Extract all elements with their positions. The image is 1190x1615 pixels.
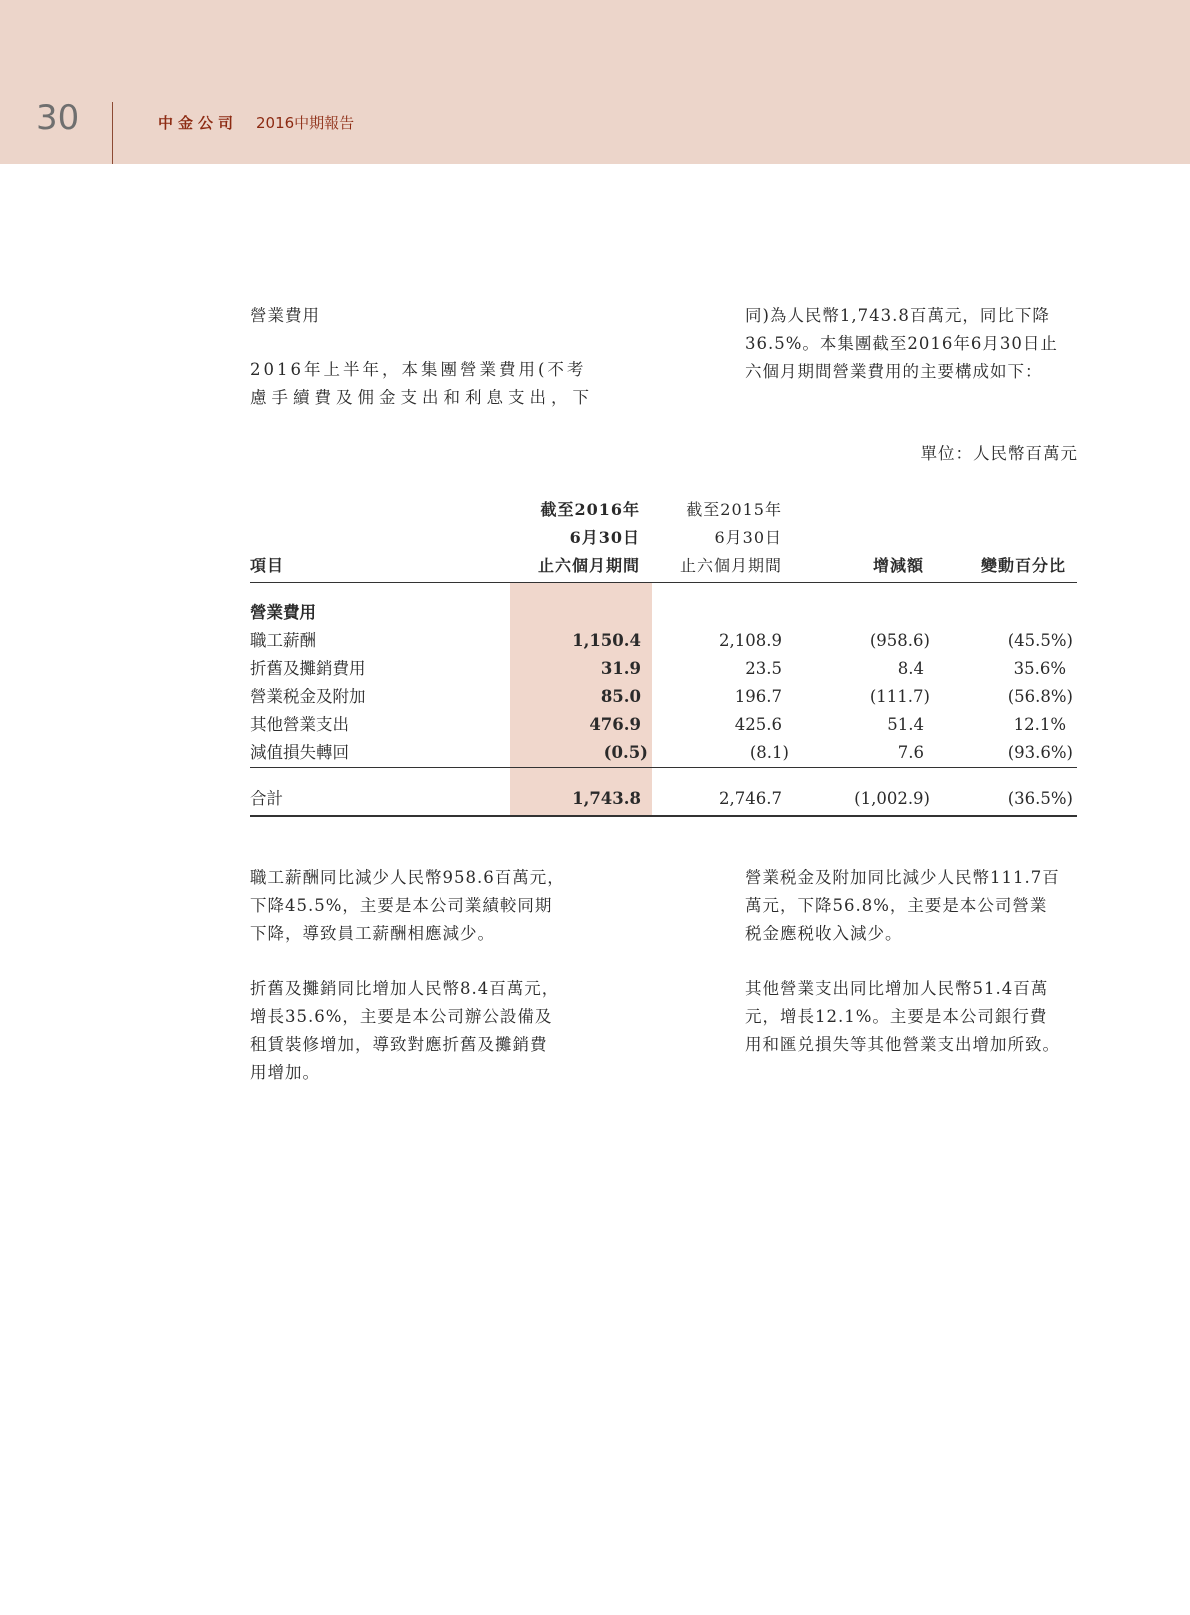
bottom-rule	[250, 815, 1077, 817]
row-item: 職工薪酬	[250, 631, 316, 650]
row-pct: (56.8%)	[1007, 687, 1073, 706]
section-title: 營業費用	[250, 306, 320, 325]
row-item: 其他營業支出	[250, 715, 349, 734]
row-value-2016: 85.0	[600, 687, 641, 706]
subtotal-rule	[250, 767, 1077, 768]
note-left-1-line-1: 職工薪酬同比減少人民幣958.6百萬元，	[250, 868, 565, 887]
row-item: 營業税金及附加	[250, 687, 366, 706]
row-change: (111.7)	[869, 687, 930, 706]
header-divider	[112, 102, 113, 164]
intro-right-line-2: 36.5%。本集團截至2016年6月30日止	[745, 334, 1058, 353]
row-change: 8.4	[897, 659, 924, 678]
row-item: 減值損失轉回	[250, 743, 349, 762]
total-pct: (36.5%)	[1007, 789, 1073, 808]
note-right-1-line-3: 税金應税收入減少。	[745, 924, 903, 943]
note-left-1-line-2: 下降45.5%，主要是本公司業績較同期	[250, 896, 553, 915]
row-pct: 35.6%	[1013, 659, 1066, 678]
row-value-2016: 1,150.4	[572, 631, 641, 650]
note-left-2-line-2: 增長35.6%，主要是本公司辦公設備及	[250, 1007, 553, 1026]
row-value-2016: (0.5)	[603, 743, 648, 762]
total-value-2016: 1,743.8	[572, 789, 641, 808]
note-right-1-line-1: 營業税金及附加同比減少人民幣111.7百	[745, 868, 1060, 887]
header-pct: 變動百分比	[980, 556, 1066, 575]
header-change: 增減額	[872, 556, 924, 575]
row-change: 7.6	[897, 743, 924, 762]
row-value-2016: 476.9	[589, 715, 641, 734]
note-left-2-line-1: 折舊及攤銷同比增加人民幣8.4百萬元，	[250, 979, 560, 998]
row-value-2015: (8.1)	[749, 743, 789, 762]
note-right-2-line-2: 元，增長12.1%。主要是本公司銀行費	[745, 1007, 1048, 1026]
intro-right-line-3: 六個月期間營業費用的主要構成如下：	[745, 362, 1043, 381]
row-value-2015: 196.7	[734, 687, 782, 706]
header-item: 項目	[250, 556, 285, 575]
note-right-2-line-3: 用和匯兑損失等其他營業支出增加所致。	[745, 1035, 1060, 1054]
note-right-1-line-2: 萬元，下降56.8%，主要是本公司營業	[745, 896, 1048, 915]
row-pct: (45.5%)	[1007, 631, 1073, 650]
note-left-2-line-3: 租賃裝修增加，導致對應折舊及攤銷費	[250, 1035, 548, 1054]
header-band	[0, 0, 1190, 164]
unit-label: 單位：人民幣百萬元	[920, 444, 1078, 463]
note-right-2-line-1: 其他營業支出同比增加人民幣51.4百萬	[745, 979, 1049, 998]
row-item: 折舊及攤銷費用	[250, 659, 366, 678]
header-2016-line-2: 6月30日	[569, 528, 640, 547]
row-value-2016: 31.9	[600, 659, 641, 678]
brand-name: 中金公司	[158, 114, 239, 132]
header-2015-line-2: 6月30日	[714, 528, 782, 547]
intro-left-line-2: 慮手續費及佣金支出和利息支出，下	[250, 388, 594, 407]
group-label: 營業費用	[250, 603, 316, 622]
total-item: 合計	[250, 789, 283, 808]
intro-left-line-1: 2016年上半年，本集團營業費用(不考	[250, 360, 587, 379]
header-rule	[250, 582, 1077, 583]
total-change: (1,002.9)	[854, 789, 930, 808]
row-change: (958.6)	[869, 631, 930, 650]
note-left-1-line-3: 下降，導致員工薪酬相應減少。	[250, 924, 495, 943]
row-value-2015: 23.5	[745, 659, 782, 678]
header-2016-line-3: 止六個月期間	[537, 556, 640, 575]
row-pct: 12.1%	[1013, 715, 1066, 734]
total-value-2015: 2,746.7	[719, 789, 782, 808]
note-left-2-line-4: 用增加。	[250, 1063, 320, 1082]
row-change: 51.4	[887, 715, 924, 734]
row-pct: (93.6%)	[1007, 743, 1073, 762]
intro-right-line-1: 同)為人民幣1,743.8百萬元，同比下降	[745, 306, 1050, 325]
header-2015-line-3: 止六個月期間	[679, 556, 782, 575]
header-2015-line-1: 截至2015年	[686, 500, 782, 519]
row-value-2015: 425.6	[734, 715, 782, 734]
report-title: 2016中期報告	[256, 114, 355, 132]
header-2016-line-1: 截至2016年	[540, 500, 640, 519]
row-value-2015: 2,108.9	[719, 631, 782, 650]
page-number: 30	[36, 98, 80, 138]
